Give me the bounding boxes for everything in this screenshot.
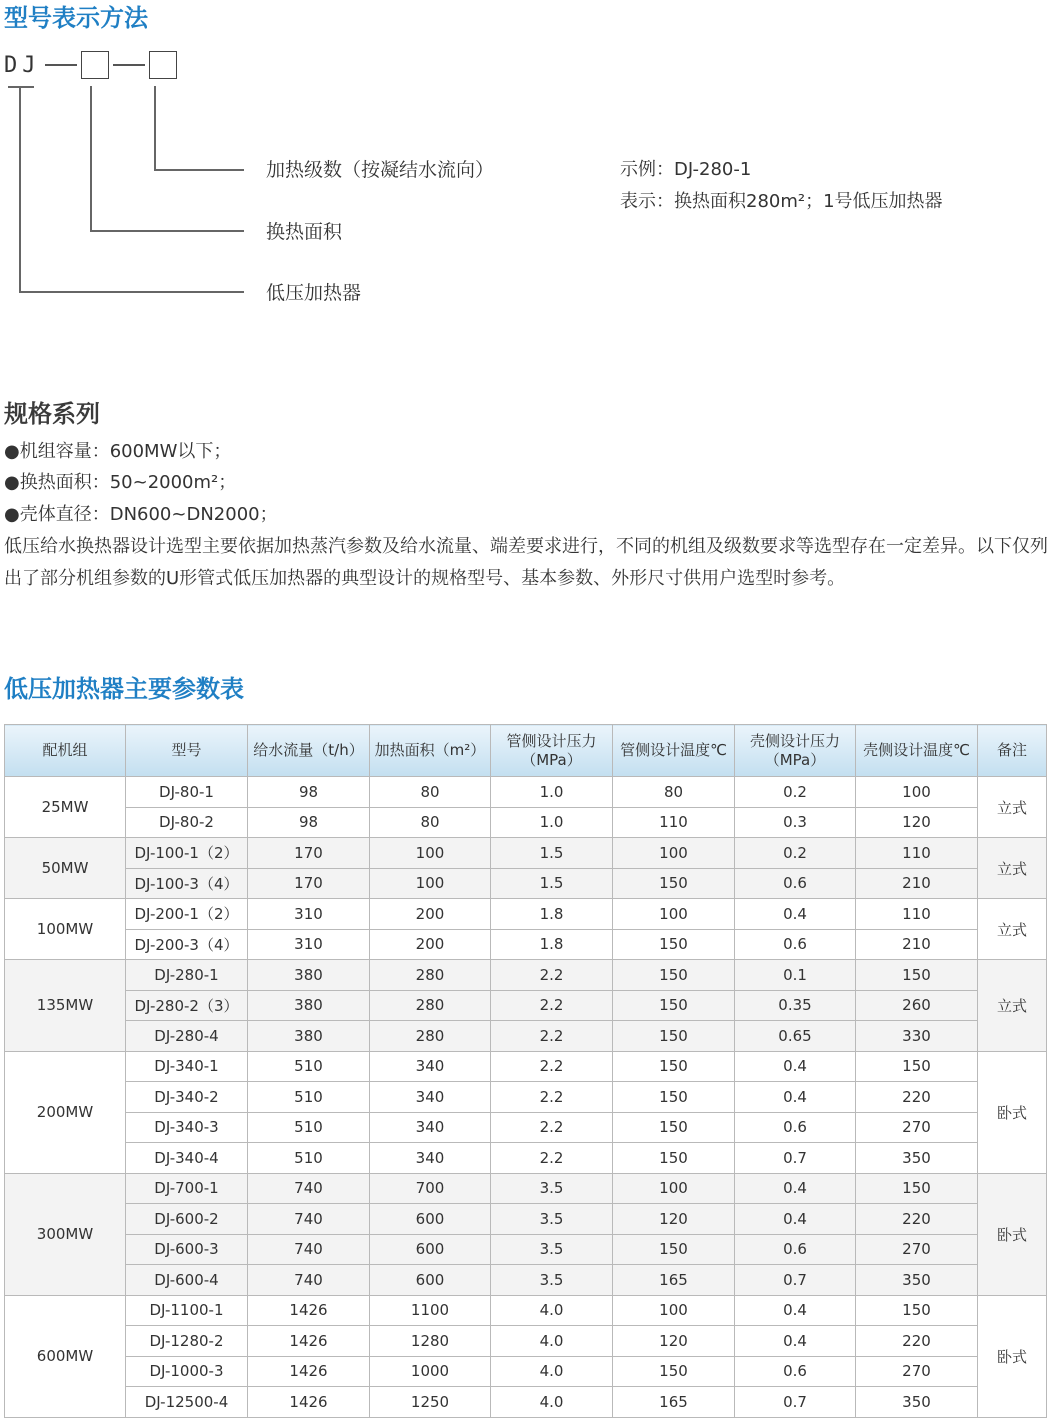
cell-shell-pressure: 0.4 xyxy=(735,1051,856,1082)
cell-flow: 1426 xyxy=(248,1387,370,1418)
header-col-area: 加热面积（m²） xyxy=(370,725,491,777)
table-row xyxy=(5,1356,1047,1387)
cell-shell-temp: 350 xyxy=(856,1265,978,1296)
cell-shell-pressure: 0.6 xyxy=(735,868,856,899)
header-col-tube-temp: 管侧设计温度℃ xyxy=(613,725,735,777)
table-row xyxy=(5,838,1047,869)
cell-model: DJ-700-1 xyxy=(126,1173,248,1204)
cell-tube-pressure: 2.2 xyxy=(491,1112,613,1143)
cell-shell-temp: 120 xyxy=(856,807,978,838)
cell-tube-temp: 120 xyxy=(613,1326,735,1357)
cell-shell-temp: 350 xyxy=(856,1387,978,1418)
cell-model: DJ-200-3（4） xyxy=(126,929,248,960)
spec-bullet-capacity: ●机组容量：600MW以下； xyxy=(4,441,232,462)
cell-tube-pressure: 1.5 xyxy=(491,868,613,899)
code-dash xyxy=(113,64,145,66)
cell-area: 1100 xyxy=(370,1295,491,1326)
spec-bullet-area: ●换热面积：50~2000m²； xyxy=(4,472,237,493)
cell-tube-pressure: 2.2 xyxy=(491,1021,613,1052)
table-body xyxy=(5,777,1047,1418)
cell-shell-temp: 270 xyxy=(856,1112,978,1143)
notation-title: 型号表示方法 xyxy=(4,4,148,32)
cell-shell-pressure: 0.2 xyxy=(735,838,856,869)
cell-shell-pressure: 0.6 xyxy=(735,929,856,960)
cell-model: DJ-340-1 xyxy=(126,1051,248,1082)
code-box-area xyxy=(81,51,109,79)
cell-flow: 1426 xyxy=(248,1356,370,1387)
cell-shell-pressure: 0.7 xyxy=(735,1265,856,1296)
cell-model: DJ-600-3 xyxy=(126,1234,248,1265)
cell-tube-pressure: 4.0 xyxy=(491,1356,613,1387)
cell-model: DJ-600-4 xyxy=(126,1265,248,1296)
cell-flow: 310 xyxy=(248,929,370,960)
cell-tube-temp: 150 xyxy=(613,1051,735,1082)
cell-shell-pressure: 0.4 xyxy=(735,1326,856,1357)
cell-tube-pressure: 1.8 xyxy=(491,899,613,930)
bracket-line xyxy=(19,86,21,292)
table-row xyxy=(5,990,1047,1021)
cell-tube-pressure: 1.5 xyxy=(491,838,613,869)
cell-flow: 740 xyxy=(248,1173,370,1204)
cell-tube-temp: 150 xyxy=(613,1356,735,1387)
cell-tube-temp: 150 xyxy=(613,960,735,991)
cell-tube-temp: 165 xyxy=(613,1387,735,1418)
model-code-prefix: DJ xyxy=(4,52,41,78)
cell-area: 600 xyxy=(370,1265,491,1296)
cell-note: 立式 xyxy=(978,899,1047,960)
specs-title: 规格系列 xyxy=(4,400,100,428)
cell-flow: 380 xyxy=(248,1021,370,1052)
cell-note: 立式 xyxy=(978,838,1047,899)
cell-shell-pressure: 0.4 xyxy=(735,1295,856,1326)
cell-flow: 510 xyxy=(248,1051,370,1082)
cell-area: 280 xyxy=(370,960,491,991)
cell-shell-temp: 270 xyxy=(856,1234,978,1265)
cell-shell-temp: 110 xyxy=(856,838,978,869)
cell-tube-pressure: 4.0 xyxy=(491,1326,613,1357)
cell-unit: 25MW xyxy=(5,777,126,838)
cell-shell-temp: 220 xyxy=(856,1326,978,1357)
cell-unit: 300MW xyxy=(5,1173,126,1295)
cell-tube-temp: 120 xyxy=(613,1204,735,1235)
cell-tube-pressure: 2.2 xyxy=(491,1143,613,1174)
cell-area: 80 xyxy=(370,807,491,838)
cell-tube-temp: 80 xyxy=(613,777,735,808)
cell-shell-pressure: 0.3 xyxy=(735,807,856,838)
cell-tube-temp: 150 xyxy=(613,868,735,899)
cell-tube-temp: 150 xyxy=(613,1082,735,1113)
cell-area: 80 xyxy=(370,777,491,808)
bracket-line xyxy=(8,86,34,88)
label-heat-area: 换热面积 xyxy=(266,221,343,243)
table-row xyxy=(5,1082,1047,1113)
cell-shell-temp: 100 xyxy=(856,777,978,808)
cell-flow: 380 xyxy=(248,990,370,1021)
cell-shell-pressure: 0.7 xyxy=(735,1143,856,1174)
example-line-2: 表示：换热面积280m²；1号低压加热器 xyxy=(620,191,943,212)
cell-model: DJ-100-3（4） xyxy=(126,868,248,899)
cell-area: 340 xyxy=(370,1082,491,1113)
cell-shell-temp: 270 xyxy=(856,1356,978,1387)
header-col-flow: 给水流量（t/h） xyxy=(248,725,370,777)
table-row xyxy=(5,1143,1047,1174)
bracket-line xyxy=(154,86,156,170)
cell-shell-temp: 260 xyxy=(856,990,978,1021)
cell-shell-pressure: 0.35 xyxy=(735,990,856,1021)
cell-flow: 380 xyxy=(248,960,370,991)
cell-shell-temp: 220 xyxy=(856,1082,978,1113)
table-row xyxy=(5,929,1047,960)
cell-note: 卧式 xyxy=(978,1051,1047,1173)
cell-shell-temp: 150 xyxy=(856,960,978,991)
cell-area: 340 xyxy=(370,1051,491,1082)
label-heater-type: 低压加热器 xyxy=(266,282,362,304)
cell-model: DJ-340-4 xyxy=(126,1143,248,1174)
table-row xyxy=(5,1173,1047,1204)
cell-area: 280 xyxy=(370,1021,491,1052)
cell-flow: 740 xyxy=(248,1234,370,1265)
cell-tube-pressure: 1.0 xyxy=(491,777,613,808)
table-row xyxy=(5,1204,1047,1235)
cell-area: 1000 xyxy=(370,1356,491,1387)
bracket-line xyxy=(90,86,92,231)
table-row xyxy=(5,960,1047,991)
table-header xyxy=(5,725,1047,777)
table-row xyxy=(5,1051,1047,1082)
parameter-table xyxy=(4,724,1047,1418)
cell-tube-temp: 110 xyxy=(613,807,735,838)
cell-shell-pressure: 0.4 xyxy=(735,1173,856,1204)
cell-flow: 170 xyxy=(248,838,370,869)
cell-shell-pressure: 0.6 xyxy=(735,1234,856,1265)
cell-unit: 600MW xyxy=(5,1295,126,1417)
cell-tube-temp: 100 xyxy=(613,899,735,930)
cell-flow: 98 xyxy=(248,777,370,808)
cell-model: DJ-1000-3 xyxy=(126,1356,248,1387)
bracket-line xyxy=(90,230,244,232)
table-row xyxy=(5,1265,1047,1296)
cell-model: DJ-280-2（3） xyxy=(126,990,248,1021)
cell-flow: 170 xyxy=(248,868,370,899)
cell-tube-pressure: 3.5 xyxy=(491,1265,613,1296)
cell-tube-temp: 165 xyxy=(613,1265,735,1296)
header-col-note: 备注 xyxy=(978,725,1047,777)
cell-model: DJ-280-1 xyxy=(126,960,248,991)
cell-tube-pressure: 4.0 xyxy=(491,1387,613,1418)
cell-shell-temp: 210 xyxy=(856,868,978,899)
cell-tube-pressure: 1.8 xyxy=(491,929,613,960)
cell-area: 340 xyxy=(370,1112,491,1143)
cell-shell-temp: 150 xyxy=(856,1173,978,1204)
cell-model: DJ-1280-2 xyxy=(126,1326,248,1357)
table-row xyxy=(5,1112,1047,1143)
cell-shell-pressure: 0.65 xyxy=(735,1021,856,1052)
bracket-line xyxy=(19,291,244,293)
cell-shell-temp: 150 xyxy=(856,1295,978,1326)
cell-tube-pressure: 3.5 xyxy=(491,1204,613,1235)
table-row xyxy=(5,868,1047,899)
table-title: 低压加热器主要参数表 xyxy=(4,675,244,703)
cell-flow: 510 xyxy=(248,1082,370,1113)
cell-area: 600 xyxy=(370,1234,491,1265)
cell-tube-pressure: 4.0 xyxy=(491,1295,613,1326)
table-row xyxy=(5,1295,1047,1326)
table-row xyxy=(5,777,1047,808)
cell-shell-pressure: 0.6 xyxy=(735,1356,856,1387)
label-heating-stage: 加热级数（按凝结水流向） xyxy=(266,159,495,181)
header-col-shell-pressure: 壳侧设计压力（MPa） xyxy=(735,725,856,777)
cell-flow: 1426 xyxy=(248,1326,370,1357)
cell-shell-pressure: 0.7 xyxy=(735,1387,856,1418)
header-col-tube-pressure: 管侧设计压力（MPa） xyxy=(491,725,613,777)
cell-tube-temp: 150 xyxy=(613,1112,735,1143)
cell-model: DJ-200-1（2） xyxy=(126,899,248,930)
spec-paragraph: 低压给水换热器设计选型主要依据加热蒸汽参数及给水流量、端差要求进行，不同的机组及级数要求等选型存在一定差异。以下仅列出了部分机组参数的U形管式低压加热器的典型设计的规格型号、基本参数、外形尺寸供用户选型时参考。 xyxy=(4,536,1048,589)
cell-shell-temp: 110 xyxy=(856,899,978,930)
cell-tube-temp: 100 xyxy=(613,1173,735,1204)
cell-tube-temp: 150 xyxy=(613,1234,735,1265)
cell-tube-pressure: 2.2 xyxy=(491,1051,613,1082)
code-dash xyxy=(45,64,77,66)
cell-shell-pressure: 0.4 xyxy=(735,1204,856,1235)
cell-flow: 510 xyxy=(248,1112,370,1143)
cell-flow: 510 xyxy=(248,1143,370,1174)
table-row xyxy=(5,1021,1047,1052)
cell-tube-pressure: 2.2 xyxy=(491,990,613,1021)
cell-area: 600 xyxy=(370,1204,491,1235)
cell-model: DJ-80-1 xyxy=(126,777,248,808)
cell-model: DJ-80-2 xyxy=(126,807,248,838)
cell-area: 100 xyxy=(370,838,491,869)
table-row xyxy=(5,807,1047,838)
cell-model: DJ-340-2 xyxy=(126,1082,248,1113)
bracket-line xyxy=(154,169,244,171)
cell-model: DJ-12500-4 xyxy=(126,1387,248,1418)
cell-area: 1250 xyxy=(370,1387,491,1418)
cell-shell-pressure: 0.4 xyxy=(735,1082,856,1113)
code-box-stage xyxy=(149,51,177,79)
cell-tube-temp: 100 xyxy=(613,1295,735,1326)
cell-flow: 310 xyxy=(248,899,370,930)
cell-tube-temp: 150 xyxy=(613,929,735,960)
cell-shell-temp: 330 xyxy=(856,1021,978,1052)
cell-shell-temp: 350 xyxy=(856,1143,978,1174)
cell-tube-temp: 150 xyxy=(613,1143,735,1174)
cell-shell-pressure: 0.1 xyxy=(735,960,856,991)
cell-flow: 98 xyxy=(248,807,370,838)
cell-flow: 740 xyxy=(248,1265,370,1296)
cell-note: 立式 xyxy=(978,777,1047,838)
cell-tube-pressure: 3.5 xyxy=(491,1173,613,1204)
cell-unit: 50MW xyxy=(5,838,126,899)
cell-tube-pressure: 3.5 xyxy=(491,1234,613,1265)
cell-model: DJ-1100-1 xyxy=(126,1295,248,1326)
model-code-pattern xyxy=(4,48,177,82)
cell-area: 200 xyxy=(370,929,491,960)
cell-model: DJ-340-3 xyxy=(126,1112,248,1143)
cell-area: 1280 xyxy=(370,1326,491,1357)
cell-shell-pressure: 0.4 xyxy=(735,899,856,930)
cell-unit: 100MW xyxy=(5,899,126,960)
cell-tube-temp: 150 xyxy=(613,1021,735,1052)
cell-model: DJ-100-1（2） xyxy=(126,838,248,869)
cell-model: DJ-600-2 xyxy=(126,1204,248,1235)
cell-unit: 135MW xyxy=(5,960,126,1052)
cell-shell-pressure: 0.2 xyxy=(735,777,856,808)
cell-area: 700 xyxy=(370,1173,491,1204)
cell-area: 280 xyxy=(370,990,491,1021)
cell-shell-temp: 210 xyxy=(856,929,978,960)
cell-shell-temp: 150 xyxy=(856,1051,978,1082)
cell-tube-temp: 100 xyxy=(613,838,735,869)
cell-note: 卧式 xyxy=(978,1173,1047,1295)
cell-flow: 1426 xyxy=(248,1295,370,1326)
header-col-model: 型号 xyxy=(126,725,248,777)
cell-tube-temp: 150 xyxy=(613,990,735,1021)
table-row xyxy=(5,1326,1047,1357)
cell-tube-pressure: 2.2 xyxy=(491,960,613,991)
header-col-shell-temp: 壳侧设计温度℃ xyxy=(856,725,978,777)
cell-tube-pressure: 2.2 xyxy=(491,1082,613,1113)
cell-tube-pressure: 1.0 xyxy=(491,807,613,838)
table-row xyxy=(5,1387,1047,1418)
table-row xyxy=(5,899,1047,930)
cell-note: 卧式 xyxy=(978,1295,1047,1417)
cell-shell-pressure: 0.6 xyxy=(735,1112,856,1143)
cell-model: DJ-280-4 xyxy=(126,1021,248,1052)
spec-bullet-diameter: ●壳体直径：DN600~DN2000； xyxy=(4,504,278,525)
cell-shell-temp: 220 xyxy=(856,1204,978,1235)
cell-area: 100 xyxy=(370,868,491,899)
cell-area: 200 xyxy=(370,899,491,930)
cell-flow: 740 xyxy=(248,1204,370,1235)
header-col-unit: 配机组 xyxy=(5,725,126,777)
cell-area: 340 xyxy=(370,1143,491,1174)
table-row xyxy=(5,1234,1047,1265)
cell-note: 立式 xyxy=(978,960,1047,1052)
example-line-1: 示例：DJ-280-1 xyxy=(620,159,752,180)
cell-unit: 200MW xyxy=(5,1051,126,1173)
